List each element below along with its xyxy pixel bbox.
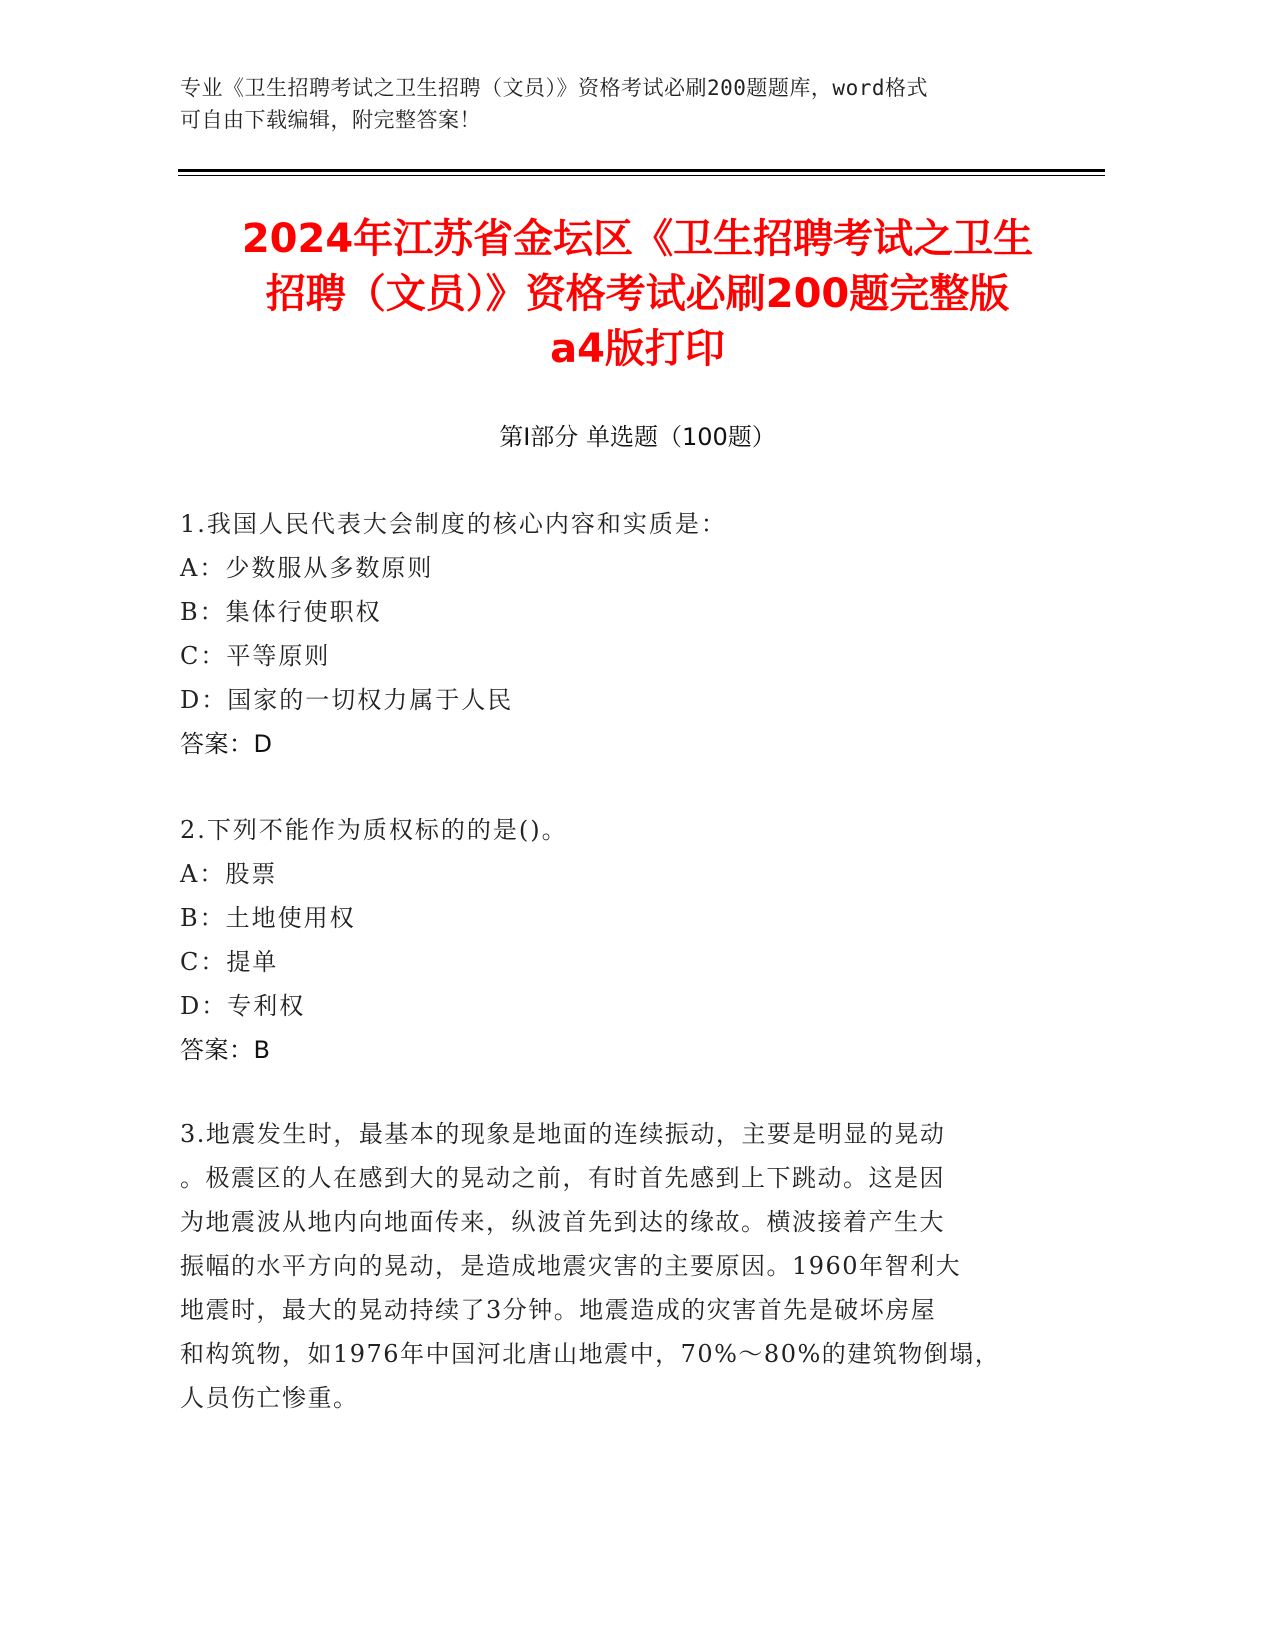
document-title-line: 2024年江苏省金坛区《卫生招聘考试之卫生 <box>241 216 1034 262</box>
document-title-line: a4版打印 <box>550 326 725 372</box>
section-heading: 第I部分 单选题（100题） <box>499 423 776 451</box>
option-b: B：土地使用权 <box>180 904 356 932</box>
option-a: A：股票 <box>180 860 278 888</box>
option-c: C：提单 <box>180 948 279 976</box>
answer-line: 答案：B <box>180 1036 271 1064</box>
question-stem-line: 为地震波从地内向地面传来，纵波首先到达的缘故。横波接着产生大 <box>180 1208 945 1236</box>
option-d: D：国家的一切权力属于人民 <box>180 686 514 714</box>
option-d: D：专利权 <box>180 992 306 1020</box>
question-stem-line: 地震时，最大的晃动持续了3分钟。地震造成的灾害首先是破坏房屋 <box>180 1296 937 1324</box>
question-stem-line: 和构筑物，如1976年中国河北唐山地震中，70%～80%的建筑物倒塌， <box>180 1340 1001 1368</box>
question-stem-line: 振幅的水平方向的晃动，是造成地震灾害的主要原因。1960年智利大 <box>180 1252 962 1280</box>
header-note-line: 专业《卫生招聘考试之卫生招聘（文员）》资格考试必刷200题题库，word格式 <box>180 76 928 100</box>
question-stem: 2.下列不能作为质权标的的是()。 <box>180 816 568 844</box>
question-block <box>180 1112 1060 1420</box>
option-a: A：少数服从多数原则 <box>180 554 434 582</box>
header-note-line: 可自由下载编辑，附完整答案！ <box>180 108 481 132</box>
document-title <box>150 212 1125 377</box>
option-c: C：平等原则 <box>180 642 331 670</box>
question-stem-line: 人员伤亡惨重。 <box>180 1384 359 1412</box>
question-block <box>180 502 1060 766</box>
option-b: B：集体行使职权 <box>180 598 382 626</box>
question-stem-line: 3.地震发生时，最基本的现象是地面的连续振动，主要是明显的晃动 <box>180 1120 946 1148</box>
question-block <box>180 808 1060 1072</box>
header-note <box>180 72 1040 136</box>
header-divider-thick <box>178 169 1105 172</box>
question-stem: 1.我国人民代表大会制度的核心内容和实质是： <box>180 510 727 538</box>
answer-line: 答案：D <box>180 730 273 758</box>
header-divider-thin <box>178 175 1105 176</box>
question-stem-line: 。极震区的人在感到大的晃动之前，有时首先感到上下跳动。这是因 <box>180 1164 945 1192</box>
document-title-line: 招聘（文员）》资格考试必刷200题完整版 <box>265 271 1010 317</box>
